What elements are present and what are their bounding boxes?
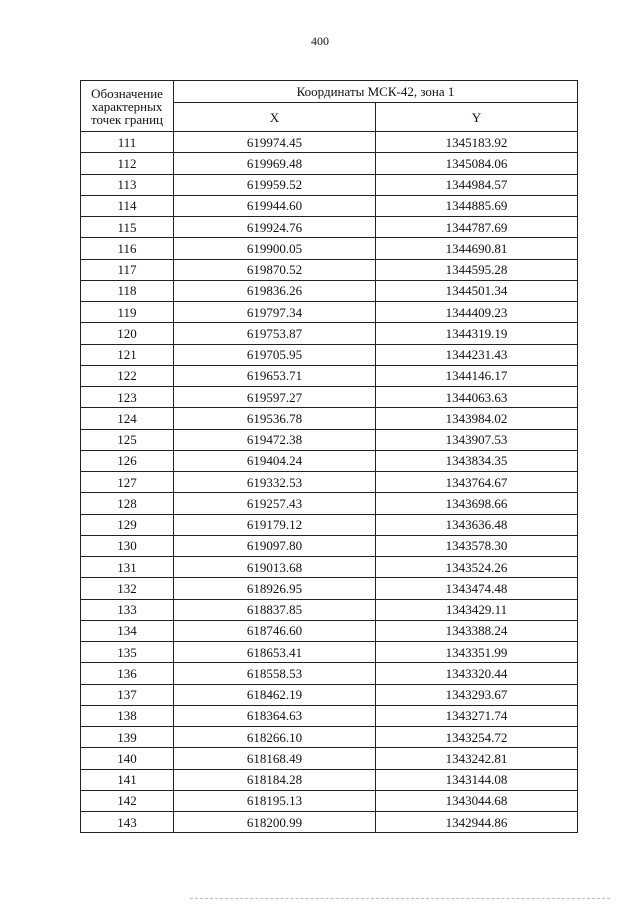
x-coordinate-cell: 618200.99 (174, 812, 376, 833)
table-row (81, 280, 578, 301)
y-coordinate-cell: 1345183.92 (376, 132, 578, 153)
x-coordinate-cell: 618746.60 (174, 620, 376, 641)
x-coordinate-cell: 618653.41 (174, 642, 376, 663)
x-coordinate-cell: 619472.38 (174, 429, 376, 450)
table-row (81, 323, 578, 344)
table-body (81, 132, 578, 833)
y-coordinate-cell: 1343429.11 (376, 599, 578, 620)
y-coordinate-cell: 1343388.24 (376, 620, 578, 641)
x-coordinate-cell: 619974.45 (174, 132, 376, 153)
x-coordinate-cell: 618837.85 (174, 599, 376, 620)
point-id-cell: 128 (81, 493, 174, 514)
table-row (81, 408, 578, 429)
point-id-cell: 118 (81, 280, 174, 301)
x-coordinate-cell: 619257.43 (174, 493, 376, 514)
y-coordinate-cell: 1343044.68 (376, 790, 578, 811)
y-coordinate-cell: 1343764.67 (376, 472, 578, 493)
point-id-cell: 111 (81, 132, 174, 153)
point-id-cell: 138 (81, 705, 174, 726)
x-coordinate-cell: 619705.95 (174, 344, 376, 365)
point-id-cell: 139 (81, 727, 174, 748)
x-coordinate-cell: 618168.49 (174, 748, 376, 769)
y-coordinate-cell: 1344885.69 (376, 195, 578, 216)
table-row (81, 790, 578, 811)
table-row (81, 195, 578, 216)
y-coordinate-cell: 1343984.02 (376, 408, 578, 429)
header-designation: Обозначение характерных точек границ (81, 81, 174, 132)
table-row (81, 578, 578, 599)
x-coordinate-cell: 619753.87 (174, 323, 376, 344)
table-row (81, 620, 578, 641)
table-row (81, 684, 578, 705)
y-coordinate-cell: 1343351.99 (376, 642, 578, 663)
y-coordinate-cell: 1344319.19 (376, 323, 578, 344)
header-x: X (174, 103, 376, 132)
x-coordinate-cell: 619959.52 (174, 174, 376, 195)
table-row (81, 514, 578, 535)
y-coordinate-cell: 1343293.67 (376, 684, 578, 705)
x-coordinate-cell: 618195.13 (174, 790, 376, 811)
x-coordinate-cell: 619013.68 (174, 557, 376, 578)
table-row (81, 217, 578, 238)
page-number: 400 (311, 34, 329, 48)
x-coordinate-cell: 618266.10 (174, 727, 376, 748)
y-coordinate-cell: 1343271.74 (376, 705, 578, 726)
point-id-cell: 117 (81, 259, 174, 280)
y-coordinate-cell: 1344063.63 (376, 387, 578, 408)
table-row (81, 365, 578, 386)
y-coordinate-cell: 1343242.81 (376, 748, 578, 769)
table-row (81, 748, 578, 769)
table-row (81, 812, 578, 833)
point-id-cell: 119 (81, 302, 174, 323)
y-coordinate-cell: 1344231.43 (376, 344, 578, 365)
table-row (81, 132, 578, 153)
point-id-cell: 137 (81, 684, 174, 705)
table-row (81, 344, 578, 365)
y-coordinate-cell: 1342944.86 (376, 812, 578, 833)
point-id-cell: 114 (81, 195, 174, 216)
x-coordinate-cell: 619944.60 (174, 195, 376, 216)
point-id-cell: 131 (81, 557, 174, 578)
point-id-cell: 124 (81, 408, 174, 429)
y-coordinate-cell: 1344984.57 (376, 174, 578, 195)
coordinates-table (80, 80, 578, 833)
y-coordinate-cell: 1343636.48 (376, 514, 578, 535)
y-coordinate-cell: 1343578.30 (376, 535, 578, 556)
table-row (81, 429, 578, 450)
point-id-cell: 126 (81, 450, 174, 471)
point-id-cell: 113 (81, 174, 174, 195)
table-row (81, 450, 578, 471)
point-id-cell: 122 (81, 365, 174, 386)
x-coordinate-cell: 619870.52 (174, 259, 376, 280)
y-coordinate-cell: 1343474.48 (376, 578, 578, 599)
header-y: Y (376, 103, 578, 132)
x-coordinate-cell: 619969.48 (174, 153, 376, 174)
table-row (81, 727, 578, 748)
x-coordinate-cell: 619900.05 (174, 238, 376, 259)
y-coordinate-cell: 1343907.53 (376, 429, 578, 450)
x-coordinate-cell: 619332.53 (174, 472, 376, 493)
point-id-cell: 133 (81, 599, 174, 620)
table-row (81, 387, 578, 408)
point-id-cell: 115 (81, 217, 174, 238)
table-row (81, 769, 578, 790)
point-id-cell: 112 (81, 153, 174, 174)
table-row (81, 535, 578, 556)
y-coordinate-cell: 1343144.08 (376, 769, 578, 790)
x-coordinate-cell: 619404.24 (174, 450, 376, 471)
y-coordinate-cell: 1344409.23 (376, 302, 578, 323)
y-coordinate-cell: 1343698.66 (376, 493, 578, 514)
x-coordinate-cell: 618926.95 (174, 578, 376, 599)
point-id-cell: 123 (81, 387, 174, 408)
table-row (81, 557, 578, 578)
y-coordinate-cell: 1343834.35 (376, 450, 578, 471)
point-id-cell: 140 (81, 748, 174, 769)
table-row (81, 663, 578, 684)
x-coordinate-cell: 618184.28 (174, 769, 376, 790)
point-id-cell: 116 (81, 238, 174, 259)
y-coordinate-cell: 1343524.26 (376, 557, 578, 578)
table-row (81, 599, 578, 620)
table-row (81, 302, 578, 323)
x-coordinate-cell: 619797.34 (174, 302, 376, 323)
point-id-cell: 125 (81, 429, 174, 450)
table-row (81, 238, 578, 259)
point-id-cell: 143 (81, 812, 174, 833)
table-row (81, 642, 578, 663)
x-coordinate-cell: 619836.26 (174, 280, 376, 301)
y-coordinate-cell: 1344501.34 (376, 280, 578, 301)
y-coordinate-cell: 1344595.28 (376, 259, 578, 280)
y-coordinate-cell: 1343254.72 (376, 727, 578, 748)
x-coordinate-cell: 618364.63 (174, 705, 376, 726)
x-coordinate-cell: 619536.78 (174, 408, 376, 429)
x-coordinate-cell: 619179.12 (174, 514, 376, 535)
point-id-cell: 136 (81, 663, 174, 684)
y-coordinate-cell: 1345084.06 (376, 153, 578, 174)
point-id-cell: 142 (81, 790, 174, 811)
table-row (81, 493, 578, 514)
scan-edge-line (190, 898, 610, 899)
x-coordinate-cell: 619597.27 (174, 387, 376, 408)
x-coordinate-cell: 618462.19 (174, 684, 376, 705)
table-row (81, 153, 578, 174)
point-id-cell: 127 (81, 472, 174, 493)
y-coordinate-cell: 1344787.69 (376, 217, 578, 238)
point-id-cell: 121 (81, 344, 174, 365)
table-row (81, 705, 578, 726)
table-row (81, 472, 578, 493)
point-id-cell: 132 (81, 578, 174, 599)
point-id-cell: 135 (81, 642, 174, 663)
table-row (81, 259, 578, 280)
x-coordinate-cell: 619097.80 (174, 535, 376, 556)
point-id-cell: 134 (81, 620, 174, 641)
x-coordinate-cell: 619653.71 (174, 365, 376, 386)
point-id-cell: 141 (81, 769, 174, 790)
point-id-cell: 130 (81, 535, 174, 556)
y-coordinate-cell: 1344690.81 (376, 238, 578, 259)
x-coordinate-cell: 618558.53 (174, 663, 376, 684)
y-coordinate-cell: 1344146.17 (376, 365, 578, 386)
table-row (81, 174, 578, 195)
x-coordinate-cell: 619924.76 (174, 217, 376, 238)
point-id-cell: 129 (81, 514, 174, 535)
header-coordinates: Координаты МСК-42, зона 1 (174, 81, 578, 103)
y-coordinate-cell: 1343320.44 (376, 663, 578, 684)
point-id-cell: 120 (81, 323, 174, 344)
